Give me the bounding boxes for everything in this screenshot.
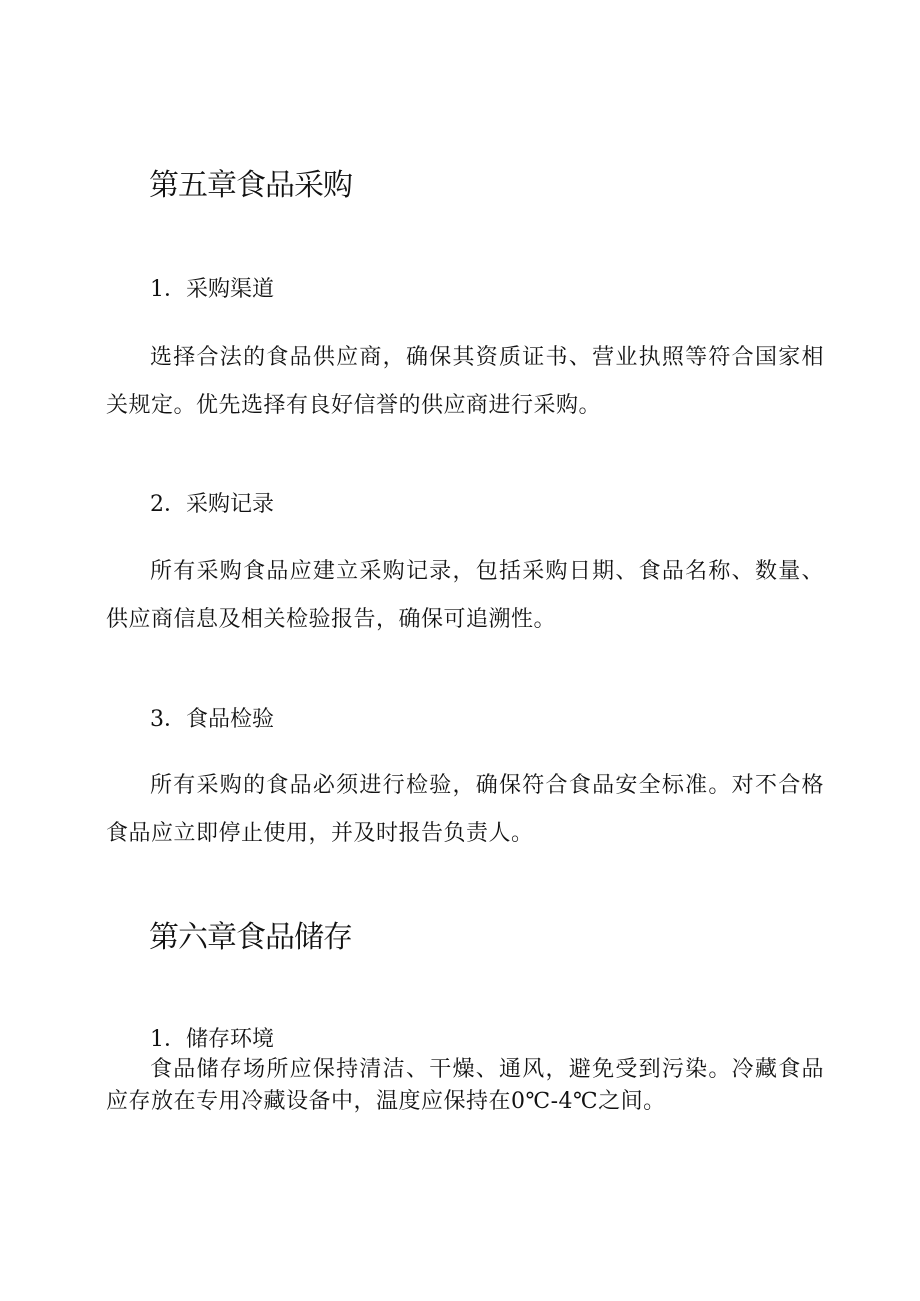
chapter-5-title: 第五章食品采购 xyxy=(149,168,352,203)
section-heading-storage-environment: 1．储存环境 xyxy=(150,1027,274,1052)
section-heading-purchase-record: 2．采购记录 xyxy=(150,492,274,517)
section-heading-food-inspection: 3．食品检验 xyxy=(150,707,274,732)
section-body-purchase-channel: 选择合法的食品供应商，确保其资质证书、营业执照等符合国家相关规定。优先选择有良好信誉的供应商进行采购。 xyxy=(106,345,824,418)
section-body-food-inspection: 所有采购的食品必须进行检验，确保符合食品安全标准。对不合格食品应立即停止使用，并及时报告负责人。 xyxy=(106,773,824,846)
section-heading-purchase-channel: 1．采购渠道 xyxy=(150,277,274,302)
section-body-purchase-record: 所有采购食品应建立采购记录，包括采购日期、食品名称、数量、供应商信息及相关检验报告，确保可追溯性。 xyxy=(106,559,824,632)
chapter-6-title: 第六章食品储存 xyxy=(149,920,352,955)
section-body-storage-environment: 食品储存场所应保持清洁、干燥、通风，避免受到污染。冷藏食品应存放在专用冷藏设备中，温度应保持在0℃-4℃之间。 xyxy=(106,1057,824,1114)
